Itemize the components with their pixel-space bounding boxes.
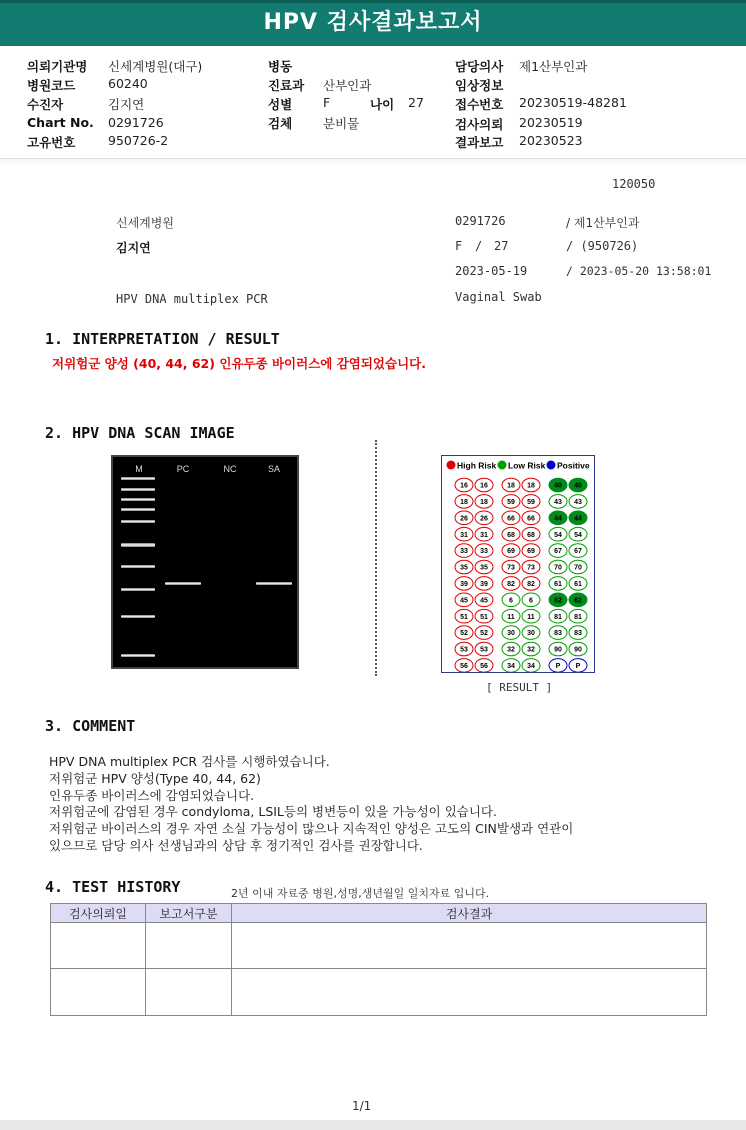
comment-line: HPV DNA multiplex PCR 검사를 시행하였습니다. xyxy=(49,754,330,769)
chip-spot-label: 26 xyxy=(480,515,488,523)
chip-spot-label: 40 xyxy=(554,482,562,490)
info-value: 분비물 xyxy=(323,116,360,131)
chip-spot-label: 18 xyxy=(527,482,535,490)
chip-spot-label: 81 xyxy=(574,613,582,621)
table-cell xyxy=(146,969,232,1016)
positive-legend: Positive xyxy=(557,460,590,471)
chip-spot-label: 51 xyxy=(460,613,468,621)
chip-spot-label: 81 xyxy=(554,613,562,621)
page-number: 1/1 xyxy=(352,1099,372,1113)
info-value: 산부인과 xyxy=(323,78,372,93)
chip-spot-label: 62 xyxy=(574,597,582,605)
info-label: 검체 xyxy=(268,116,293,131)
chip-spot-label: 16 xyxy=(480,482,488,490)
divider xyxy=(0,158,746,165)
history-note: 2년 이내 자료중 병원,성명,생년월일 일치자료 입니다. xyxy=(231,887,490,900)
chip-spot-label: 70 xyxy=(554,564,562,572)
gel-lane-label: PC xyxy=(176,464,190,474)
hpv-chip-result xyxy=(441,455,595,673)
chip-spot-label: 30 xyxy=(507,630,515,638)
chip-spot-label: 44 xyxy=(554,515,562,523)
info-value: 0291726 xyxy=(108,115,164,130)
comment-line: 인유두종 바이러스에 감염되었습니다. xyxy=(49,787,255,803)
info-label: 수진자 xyxy=(27,97,64,112)
ladder-band xyxy=(121,543,155,547)
high-risk-legend: High Risk xyxy=(457,460,497,471)
section-history-title: 4. TEST HISTORY xyxy=(45,878,181,896)
chip-spot-label: 33 xyxy=(480,548,488,556)
info-label: 결과보고 xyxy=(455,135,504,150)
info-label: 진료과 xyxy=(268,78,305,93)
chip-spot-label: 43 xyxy=(554,499,562,506)
chip-spot-label: 52 xyxy=(460,630,468,638)
low-risk-legend-icon xyxy=(498,461,507,470)
chip-spot-label: 31 xyxy=(480,531,488,539)
summary-chart: 0291726 xyxy=(455,214,506,228)
info-label: 병동 xyxy=(268,59,293,74)
info-value: 김지연 xyxy=(108,97,145,112)
section-scan-image-title: 2. HPV DNA SCAN IMAGE xyxy=(45,424,235,442)
info-label: 검사의뢰 xyxy=(455,117,504,132)
info-value: 제1산부인과 xyxy=(519,59,588,74)
chip-spot-label: 18 xyxy=(480,499,488,506)
comment-body xyxy=(49,754,573,855)
info-label: 성별 xyxy=(268,97,293,112)
chip-spot-label: 53 xyxy=(460,646,468,654)
pc-band xyxy=(165,582,201,585)
chip-spot-label: 61 xyxy=(554,581,562,588)
info-value: F xyxy=(323,95,331,110)
chip-spot-label: 31 xyxy=(460,531,468,539)
chip-spot-label: 40 xyxy=(574,482,582,490)
chip-spot-label: 32 xyxy=(507,646,515,654)
table-cell xyxy=(51,923,146,969)
chip-spot-label: 67 xyxy=(554,548,562,556)
chip-spot-label: 69 xyxy=(507,548,515,556)
chip-spot-label: 62 xyxy=(554,597,562,605)
summary-test-name: HPV DNA multiplex PCR xyxy=(116,292,268,306)
chip-spot-label: 34 xyxy=(507,663,515,670)
chip-spot-label: 82 xyxy=(527,581,535,588)
chip-spot-label: 35 xyxy=(460,564,468,572)
info-value: 20230519 xyxy=(519,115,583,130)
chip-spot-label: 68 xyxy=(507,531,515,539)
chip-spot-label: 26 xyxy=(460,515,468,523)
chip-spot-label: 67 xyxy=(574,548,582,556)
table-cell xyxy=(146,923,232,969)
footer-bar xyxy=(0,1120,746,1130)
info-value: 신세계병원(대구) xyxy=(108,59,203,74)
comment-line: 저위험군 HPV 양성(Type 40, 44, 62) xyxy=(49,770,261,786)
chip-spot-label: 51 xyxy=(480,613,488,621)
chip-spot-label: 59 xyxy=(507,499,515,506)
chip-spot-label: 18 xyxy=(507,482,515,490)
ladder-band xyxy=(121,488,155,491)
info-label: Chart No. xyxy=(27,115,94,130)
chip-spot-label: 44 xyxy=(574,515,582,523)
chip-spot-label: 66 xyxy=(507,515,515,523)
chip-spot-label: 6 xyxy=(509,597,513,605)
chip-spot-label: 54 xyxy=(574,531,582,539)
table-cell xyxy=(232,923,707,969)
chip-spot-label: 73 xyxy=(527,564,535,572)
summary-sex: F xyxy=(455,239,463,253)
col-request-date: 검사의뢰일 xyxy=(51,904,146,923)
chip-spot-label: 54 xyxy=(554,531,562,539)
info-value: 60240 xyxy=(108,76,148,91)
gel-lane-label: SA xyxy=(267,464,281,474)
chip-spot-label: 83 xyxy=(554,630,562,638)
summary-age: 27 xyxy=(494,239,509,253)
chip-spot-label: 52 xyxy=(480,630,488,638)
summary-hospital: 신세계병원 xyxy=(116,216,174,230)
info-label: 임상정보 xyxy=(455,78,504,93)
summary-separator: / xyxy=(475,239,483,253)
chip-spot-label: 35 xyxy=(480,564,488,572)
sa-band xyxy=(256,582,292,585)
info-label: 담당의사 xyxy=(455,59,504,74)
ladder-band xyxy=(121,615,155,618)
chip-spot-label: 73 xyxy=(507,564,515,572)
positive-legend-icon xyxy=(547,461,556,470)
info-value: 950726-2 xyxy=(108,133,169,148)
comment-line: 있으므로 담당 의사 선생님과의 상담 후 정기적인 검사를 권장합니다. xyxy=(49,837,423,853)
info-label: 병원코드 xyxy=(27,78,76,93)
info-label: 접수번호 xyxy=(455,97,504,112)
ladder-band xyxy=(121,508,155,511)
summary-name: 김지연 xyxy=(116,241,151,255)
chip-spot-label: 66 xyxy=(527,515,535,523)
ladder-band xyxy=(121,588,155,591)
chip-spot-label: 61 xyxy=(574,581,582,588)
summary-report-datetime: / 2023-05-20 13:58:01 xyxy=(566,264,712,278)
chip-spot-label: P xyxy=(575,663,581,670)
summary-dept: / 제1산부인과 xyxy=(566,216,640,230)
gel-lane-label: M xyxy=(135,464,143,474)
chip-spot-label: 33 xyxy=(460,548,468,556)
ladder-band xyxy=(121,520,155,523)
chip-spots xyxy=(455,478,587,672)
summary-birth: / (950726) xyxy=(566,239,639,253)
gel-lane-label: NC xyxy=(223,464,237,474)
chip-spot-label: 30 xyxy=(527,630,535,638)
chip-spot-label: 45 xyxy=(460,597,468,605)
info-value: 20230523 xyxy=(519,133,583,148)
table-cell xyxy=(51,969,146,1016)
chip-spot-label: 34 xyxy=(527,663,535,670)
chip-spot-label: 32 xyxy=(527,646,535,654)
table-cell xyxy=(232,969,707,1016)
chip-spot-label: 56 xyxy=(460,663,468,670)
report-title: HPV 검사결과보고서 xyxy=(0,0,746,46)
chip-spot-label: 90 xyxy=(574,646,582,654)
summary-specimen: Vaginal Swab xyxy=(455,290,542,304)
table-header-row xyxy=(51,904,707,923)
chip-spot-label: 68 xyxy=(527,531,535,539)
chip-spot-label: 18 xyxy=(460,499,468,506)
image-divider xyxy=(375,440,377,676)
info-value: 20230519-48281 xyxy=(519,95,627,110)
marker-ladder xyxy=(121,477,155,657)
col-report-type: 보고서구분 xyxy=(146,904,232,923)
chip-spot-label: 70 xyxy=(574,564,582,572)
chip-spot-label: 90 xyxy=(554,646,562,654)
ladder-band xyxy=(121,565,155,568)
table-row xyxy=(51,969,707,1016)
chip-spot-label: 53 xyxy=(480,646,488,654)
gel-electrophoresis-image xyxy=(111,455,299,669)
info-label: 고유번호 xyxy=(27,135,76,150)
info-label: 의뢰기관명 xyxy=(27,59,88,74)
chip-spot-label: 59 xyxy=(527,499,535,506)
chip-spot-label: 11 xyxy=(507,613,515,621)
chip-spot-label: 45 xyxy=(480,597,488,605)
chip-spot-label: 39 xyxy=(480,581,488,588)
chip-caption: [ RESULT ] xyxy=(486,681,553,694)
ladder-band xyxy=(121,654,155,657)
comment-line: 저위험군 바이러스의 경우 자연 소실 가능성이 많으나 지속적인 양성은 고도의 CIN발생과 연관이 xyxy=(49,821,574,837)
chip-spot-label: 43 xyxy=(574,499,582,506)
chip-spot-label: 69 xyxy=(527,548,535,556)
chip-spot-label: 39 xyxy=(460,581,468,588)
test-history-table xyxy=(50,903,707,1016)
age-value: 27 xyxy=(408,95,424,110)
interpretation-result: 저위험군 양성 (40, 44, 62) 인유두종 바이러스에 감염되었습니다. xyxy=(52,356,426,371)
report-code: 120050 xyxy=(612,177,656,191)
age-label: 나이 xyxy=(370,97,395,112)
chip-spot-label: 56 xyxy=(480,663,488,670)
chip-spot-label: 11 xyxy=(527,613,535,621)
chip-spot-label: 83 xyxy=(574,630,582,638)
ladder-band xyxy=(121,477,155,480)
low-risk-legend: Low Risk xyxy=(508,460,546,471)
chip-spot-label: 16 xyxy=(460,482,468,490)
col-result: 검사결과 xyxy=(232,904,707,923)
table-row xyxy=(51,923,707,969)
chip-spot-label: 82 xyxy=(507,581,515,588)
chip-spot-label: P xyxy=(555,663,561,670)
summary-request-date: 2023-05-19 xyxy=(455,264,528,278)
section-comment-title: 3. COMMENT xyxy=(45,717,136,735)
ladder-band xyxy=(121,498,155,501)
comment-line: 저위험군에 감염된 경우 condyloma, LSIL등의 병변등이 있을 가능성이 있습니다. xyxy=(49,804,497,820)
high-risk-legend-icon xyxy=(447,461,456,470)
section-interpretation-title: 1. INTERPRETATION / RESULT xyxy=(45,330,280,348)
chip-spot-label: 6 xyxy=(529,597,533,605)
